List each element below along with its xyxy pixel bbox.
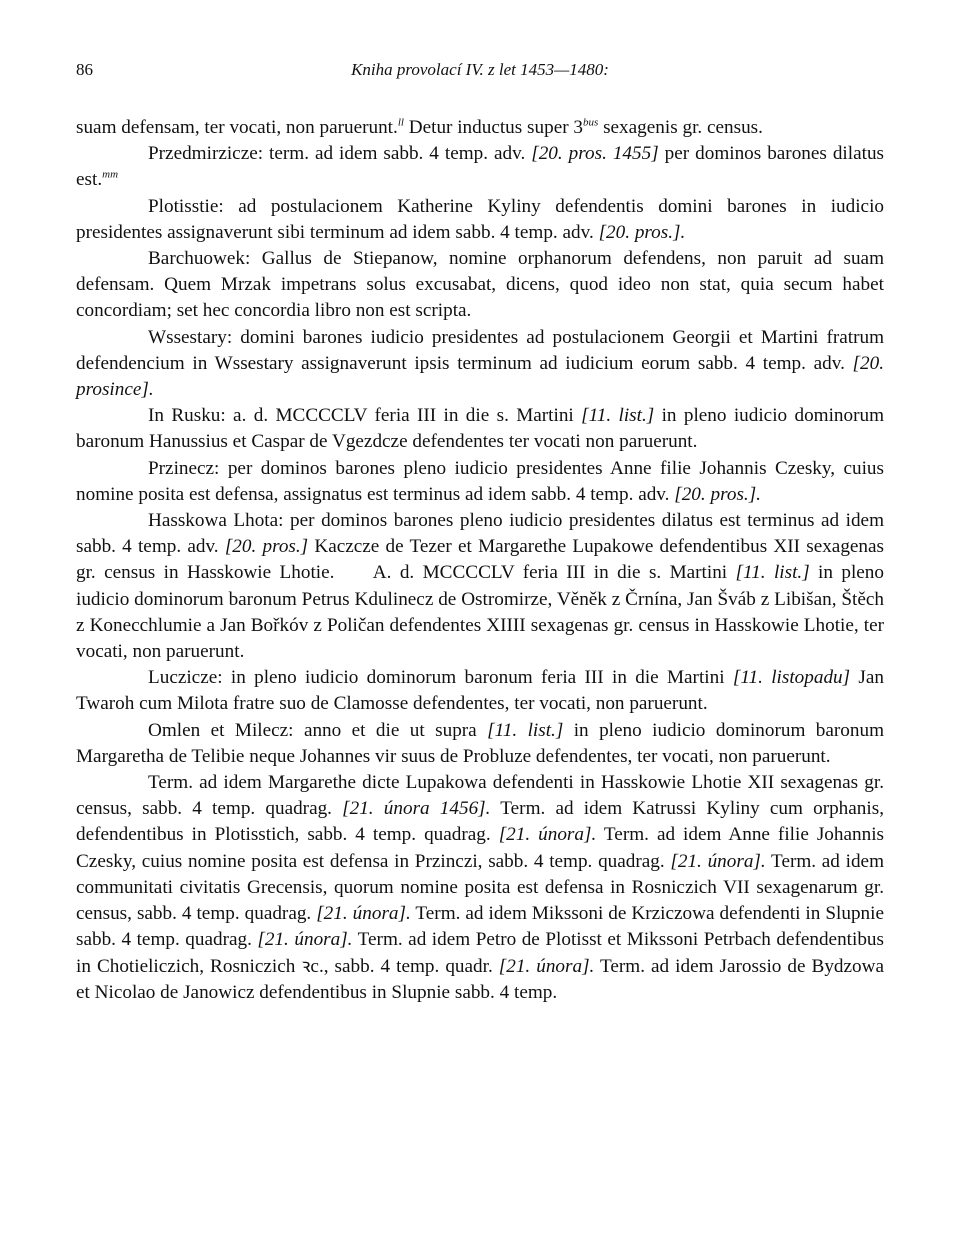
text-segment: In Rusku: a. d. MCCCCLV feria III in die s. Martini <box>148 405 582 427</box>
paragraph <box>76 456 884 508</box>
date-annotation: [21. února]. <box>316 903 411 925</box>
date-annotation: [21. února]. <box>498 955 595 977</box>
date-annotation: [21. února]. <box>498 824 597 846</box>
text-segment: per dominos barones dilatus est. <box>76 143 884 191</box>
text-segment: Hasskowa Lhota: per dominos barones pleno iudicio presidentes dilatus est terminus ad idem sabb. 4 temp. adv. <box>76 510 884 558</box>
paragraph <box>76 718 884 770</box>
paragraph <box>76 194 884 246</box>
text-segment: Przinecz: per dominos barones pleno iudicio presidentes Anne filie Johannis Czesky, cuius nomine posita est defensa, assignatus est terminus ad idem sabb. 4 temp. adv. <box>76 457 884 505</box>
paragraph <box>76 770 884 1006</box>
text-segment: Term. ad idem communitati civitatis Grecensis, quorum nomine posita est defensa in Rosniczich VII sexagenarum gr. census, sabb. 4 temp. quadrag. <box>76 850 884 925</box>
paragraph <box>76 325 884 404</box>
paragraph <box>76 141 884 193</box>
running-title: Kniha provolací IV. z let 1453—1480: <box>351 60 609 79</box>
text-segment: in pleno iudicio dominorum baronum Hanussius et Caspar de Vgezdcze defendentes ter vocati non paruerunt. <box>76 405 885 453</box>
footnote-marker: bus <box>583 116 599 129</box>
text-segment: Barchuowek: Gallus de Stiepanow, nomine orphanorum defendens, non paruit ad suam defensam. Quem Mrzak impetrans solus excusabat, dicens, quod ideo non stat, quia secum habet concordiam; set hec concordia libro non est scripta. <box>76 248 884 322</box>
date-annotation: [21. února 1456]. <box>342 798 491 820</box>
date-annotation: [20. pros.]. <box>598 221 686 243</box>
text-segment: Przedmirzicze: term. ad idem sabb. 4 temp. adv. <box>148 143 532 165</box>
date-annotation: [20. pros.]. <box>674 483 761 505</box>
paragraph <box>76 246 884 325</box>
text-segment: Detur inductus super 3 <box>403 117 583 138</box>
text-segment: Wssestary: domini barones iudicio presidentes ad postulacionem Georgii et Martini fratrum defendencium in Wssestary assignaverunt ipsis terminum ad iudicium eorum sabb. 4 temp. adv. <box>76 326 884 374</box>
text-segment: sexagenis gr. census. <box>598 117 763 138</box>
footnote-marker: mm <box>102 169 119 182</box>
text-segment: in pleno iudicio dominorum baronum Margaretha de Telibie neque Johannes vir suus de Probluze defendentes, ter vocati, non paruerunt. <box>76 719 884 767</box>
text-segment: Omlen et Milecz: anno et die ut supra <box>148 719 488 741</box>
page-header <box>76 60 884 90</box>
text-segment: suam defensam, ter vocati, non paruerunt. <box>76 117 398 138</box>
paragraph <box>76 665 884 717</box>
text-segment: Plotisstie: ad postulacionem Katherine Kyliny defendentis domini barones in iudicio presidentes assignaverunt sibi terminum ad idem sabb. 4 temp. adv. <box>76 195 884 243</box>
body-text <box>76 115 884 1006</box>
date-annotation: [11. list.] <box>581 405 655 427</box>
text-segment: in pleno iudicio dominorum baronum Petrus Kdulinecz de Ostromirze, Věněk z Črnína, Jan Šváb z Libišan, Štěch z Konecchlumie a Jan Bořkóv z Poličan defendentes XIIII sexagenas gr. census in Hasskowie Lhotie, ter vocati, non paruerunt. <box>76 562 884 663</box>
date-annotation: [20. pros.] <box>224 536 309 558</box>
document-page <box>76 60 884 1006</box>
paragraph <box>76 403 884 455</box>
text-segment: Term. ad idem Katrussi Kyliny cum orphanis, defendentibus in Plotisstich, sabb. 4 temp. quadrag. <box>76 798 884 846</box>
text-segment: Kaczcze de Tezer et Margarethe Lupakowe defendentibus XII sexagenas gr. census in Hasskowie Lhotie. A. d. MCCCCLV feria III in die s. Martini <box>76 536 885 584</box>
date-annotation: [11. list.] <box>487 719 564 741</box>
page-number: 86 <box>76 60 93 79</box>
text-segment: Term. ad idem Margarethe dicte Lupakowa defendenti in Hasskowie Lhotie XII sexagenas gr. census, sabb. 4 temp. quadrag. <box>76 772 884 820</box>
date-annotation: [21. února]. <box>257 929 353 951</box>
text-segment: Luczicze: in pleno iudicio dominorum baronum feria III in die Martini <box>148 667 733 689</box>
date-annotation: [21. února]. <box>670 850 766 872</box>
paragraph <box>76 508 884 665</box>
text-segment: Term. ad idem Anne filie Johannis Czesky, cuius nomine posita est defensa in Przinczi, sabb. 4 temp. quadrag. <box>76 824 884 872</box>
text-segment: Term. ad idem Petro de Plotisst et Mikssoni Petrbach defendentibus in Chotieliczich, Rosniczich ꝛc., sabb. 4 temp. quadr. <box>76 929 884 977</box>
date-annotation: [20. prosince]. <box>76 352 884 401</box>
paragraph <box>76 115 884 141</box>
date-annotation: [11. list.] <box>735 562 810 584</box>
date-annotation: [11. listopadu] <box>732 667 851 689</box>
text-segment: Term. ad idem Jarossio de Bydzowa et Nicolao de Janowicz defendentibus in Slupnie sabb. 4 temp. <box>76 955 884 1003</box>
text-segment: Term. ad idem Mikssoni de Krziczowa defendenti in Slupnie sabb. 4 temp. quadrag. <box>76 903 884 951</box>
date-annotation: [20. pros. 1455] <box>531 143 659 165</box>
footnote-marker: ll <box>397 116 404 129</box>
text-segment: Jan Twaroh cum Milota fratre suo de Clamosse defendentes, ter vocati, non paruerunt. <box>76 667 885 715</box>
